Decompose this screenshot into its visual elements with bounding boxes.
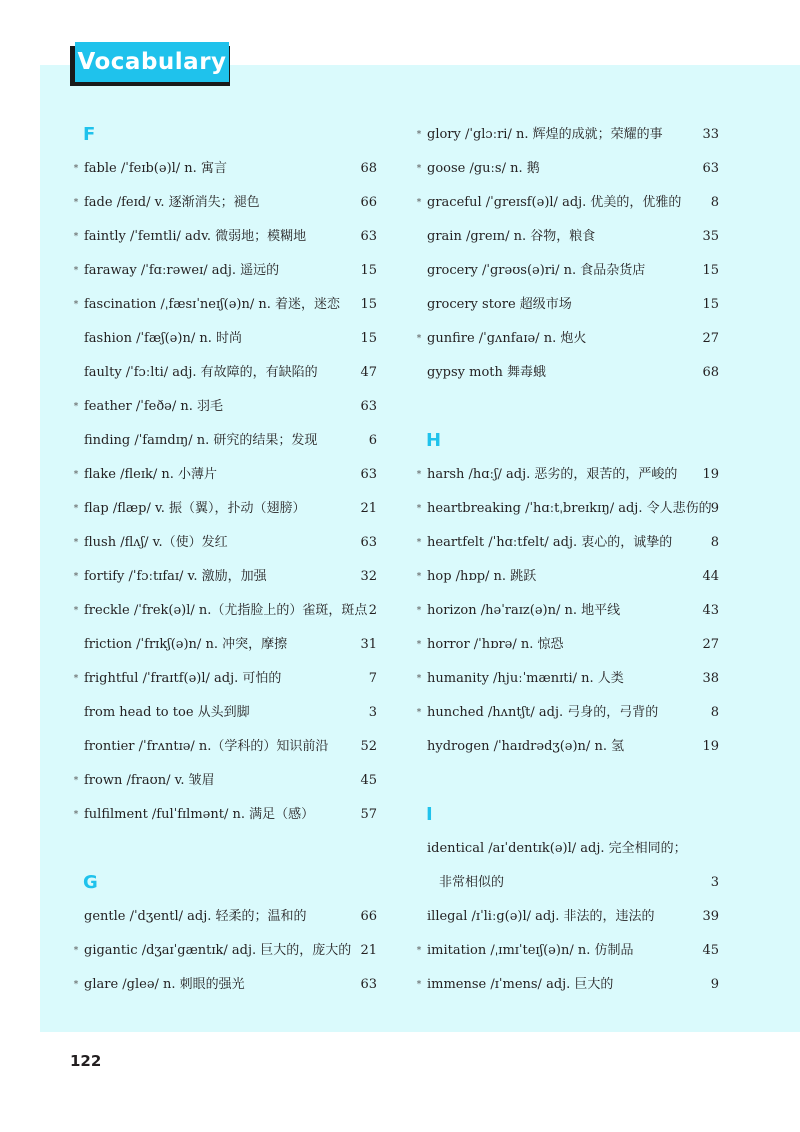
- entry-page: 2: [368, 603, 377, 618]
- star-icon: *: [416, 538, 422, 548]
- entry-text: fascination /ˌfæsɪˈneɪʃ(ə)n/ n. 着迷，迷恋: [84, 297, 341, 312]
- entry-text: faraway /ˈfɑːrəweɪ/ adj. 遥远的: [84, 263, 280, 278]
- left-column: [70, 118, 377, 1002]
- entry-page: 8: [710, 195, 719, 210]
- vocab-entry: [413, 254, 719, 288]
- entry-text: frontier /ˈfrʌntɪə/ n.（学科的）知识前沿: [84, 739, 329, 754]
- entry-text: flush /flʌʃ/ v.（使）发红: [84, 535, 228, 550]
- entry-text: heartfelt /ˈhɑːtfelt/ adj. 衷心的，诚挚的: [427, 535, 673, 550]
- entry-page: 68: [360, 161, 377, 176]
- entry-page: 57: [360, 807, 377, 822]
- entry-text: horizon /həˈraɪz(ə)n/ n. 地平线: [427, 603, 621, 618]
- entry-text: 非常相似的: [439, 875, 505, 890]
- entry-text: harsh /hɑːʃ/ adj. 恶劣的，艰苦的，严峻的: [427, 467, 678, 482]
- star-icon: *: [416, 606, 422, 616]
- vocab-entry: [413, 186, 719, 220]
- vocab-entry: [70, 696, 377, 730]
- entry-page: 63: [360, 467, 377, 482]
- entry-text: frightful /ˈfraɪtf(ə)l/ adj. 可怕的: [84, 671, 282, 686]
- star-icon: *: [416, 164, 422, 174]
- vocab-entry: [70, 254, 377, 288]
- entry-page: 21: [360, 501, 377, 516]
- star-icon: *: [73, 402, 79, 412]
- vocab-entry: [413, 526, 719, 560]
- vocab-entry: [70, 220, 377, 254]
- entry-page: 45: [360, 773, 377, 788]
- star-icon: *: [73, 980, 79, 990]
- vocab-entry: [413, 322, 719, 356]
- entry-text: glare /gleə/ n. 刺眼的强光: [84, 977, 245, 992]
- entry-page: 15: [702, 297, 719, 312]
- vocab-entry: [70, 662, 377, 696]
- entry-page: 68: [702, 365, 719, 380]
- vocab-entry: [413, 458, 719, 492]
- entry-page: 21: [360, 943, 377, 958]
- entry-text: glory /ˈglɔːri/ n. 辉煌的成就；荣耀的事: [427, 127, 663, 142]
- vocab-entry: [413, 356, 719, 390]
- vocab-entry: [70, 424, 377, 458]
- entry-text: faulty /ˈfɔːlti/ adj. 有故障的，有缺陷的: [84, 365, 318, 380]
- vocab-entry: [70, 968, 377, 1002]
- entry-text: hydrogen /ˈhaɪdrədʒ(ə)n/ n. 氢: [427, 739, 625, 754]
- vocab-entry: [70, 390, 377, 424]
- star-icon: *: [73, 572, 79, 582]
- entry-text: fortify /ˈfɔːtɪfaɪ/ v. 激励，加强: [84, 569, 267, 584]
- entry-page: 63: [360, 229, 377, 244]
- entry-page: 66: [360, 909, 377, 924]
- vocab-entry: [70, 798, 377, 832]
- entry-text: gentle /ˈdʒentl/ adj. 轻柔的；温和的: [84, 909, 307, 924]
- entry-page: 47: [360, 365, 377, 380]
- vocab-entry: [413, 288, 719, 322]
- entry-page: 19: [702, 739, 719, 754]
- entry-page: 38: [702, 671, 719, 686]
- right-column: [413, 118, 719, 1002]
- entry-page: 66: [360, 195, 377, 210]
- vocab-entry: [413, 832, 719, 866]
- vocab-entry: [413, 492, 719, 526]
- star-icon: *: [73, 164, 79, 174]
- entry-text: flap /flæp/ v. 振（翼），扑动（翅膀）: [84, 501, 306, 516]
- vocab-entry: [70, 152, 377, 186]
- star-icon: *: [416, 504, 422, 514]
- vocab-entry: [413, 152, 719, 186]
- entry-page: 3: [710, 875, 719, 890]
- vocab-entry: [70, 900, 377, 934]
- section-letter: I: [426, 804, 433, 825]
- entry-text: grain /greɪn/ n. 谷物，粮食: [427, 229, 596, 244]
- star-icon: *: [416, 980, 422, 990]
- entry-page: 27: [702, 637, 719, 652]
- entry-text: finding /ˈfaɪndɪŋ/ n. 研究的结果；发现: [84, 433, 318, 448]
- entry-text: from head to toe 从头到脚: [84, 705, 250, 720]
- star-icon: *: [416, 198, 422, 208]
- entry-text: grocery store 超级市场: [427, 297, 572, 312]
- entry-page: 8: [710, 705, 719, 720]
- entry-page: 7: [368, 671, 377, 686]
- entry-text: humanity /hjuːˈmænɪti/ n. 人类: [427, 671, 624, 686]
- star-icon: *: [73, 300, 79, 310]
- entry-text: horror /ˈhɒrə/ n. 惊恐: [427, 637, 564, 652]
- entry-text: fable /ˈfeɪb(ə)l/ n. 寓言: [84, 161, 227, 176]
- entry-page: 35: [702, 229, 719, 244]
- entry-page: 3: [368, 705, 377, 720]
- entry-text: freckle /ˈfrek(ə)l/ n.（尤指脸上的）雀斑，斑点: [84, 603, 368, 618]
- star-icon: *: [416, 640, 422, 650]
- vocab-entry: [70, 764, 377, 798]
- star-icon: *: [73, 810, 79, 820]
- vocab-entry: [413, 866, 719, 900]
- entry-page: 15: [360, 297, 377, 312]
- vocab-entry: [70, 322, 377, 356]
- vocab-entry: [413, 118, 719, 152]
- entry-page: 52: [360, 739, 377, 754]
- vocab-entry: [70, 186, 377, 220]
- entry-text: flake /fleɪk/ n. 小薄片: [84, 467, 218, 482]
- entry-page: 19: [702, 467, 719, 482]
- vocab-entry: [70, 288, 377, 322]
- entry-text: fulfilment /fulˈfɪlmənt/ n. 满足（感）: [84, 807, 315, 822]
- vocab-entry: [70, 628, 377, 662]
- vocab-entry: [413, 594, 719, 628]
- entry-text: faintly /ˈfeɪntli/ adv. 微弱地；模糊地: [84, 229, 307, 244]
- star-icon: *: [73, 674, 79, 684]
- entry-page: 43: [702, 603, 719, 618]
- entry-page: 15: [360, 263, 377, 278]
- star-icon: *: [416, 334, 422, 344]
- vocab-entry: [70, 526, 377, 560]
- vocab-entry: [70, 730, 377, 764]
- entry-text: heartbreaking /ˈhɑːtˌbreɪkɪŋ/ adj. 令人悲伤的: [427, 501, 712, 516]
- page-title: Vocabulary: [75, 42, 229, 82]
- entry-text: gigantic /dʒaɪˈgæntɪk/ adj. 巨大的，庞大的: [84, 943, 352, 958]
- page-number: 122: [70, 1052, 102, 1070]
- star-icon: *: [73, 946, 79, 956]
- entry-page: 63: [360, 535, 377, 550]
- section-gap: [70, 832, 377, 866]
- star-icon: *: [416, 572, 422, 582]
- star-icon: *: [416, 946, 422, 956]
- entry-page: 63: [360, 977, 377, 992]
- star-icon: *: [73, 606, 79, 616]
- entry-text: feather /ˈfeðə/ n. 羽毛: [84, 399, 224, 414]
- section-gap: [413, 390, 719, 424]
- section-letter: H: [426, 430, 442, 451]
- section-letter: F: [83, 124, 96, 145]
- entry-text: grocery /ˈgrəʊs(ə)ri/ n. 食品杂货店: [427, 263, 646, 278]
- entry-text: goose /guːs/ n. 鹅: [427, 161, 540, 176]
- star-icon: *: [416, 470, 422, 480]
- entry-page: 27: [702, 331, 719, 346]
- vocab-entry: [413, 662, 719, 696]
- entry-text: illegal /ɪˈliːg(ə)l/ adj. 非法的，违法的: [427, 909, 655, 924]
- entry-text: frown /fraʊn/ v. 皱眉: [84, 773, 215, 788]
- vocab-entry: [70, 594, 377, 628]
- entry-text: imitation /ˌɪmɪˈteɪʃ(ə)n/ n. 仿制品: [427, 943, 634, 958]
- entry-text: hunched /hʌntʃt/ adj. 弓身的，弓背的: [427, 705, 659, 720]
- star-icon: *: [416, 674, 422, 684]
- entry-page: 33: [702, 127, 719, 142]
- entry-page: 39: [702, 909, 719, 924]
- entry-page: 8: [710, 535, 719, 550]
- entry-page: 9: [710, 501, 719, 516]
- entry-text: friction /ˈfrɪkʃ(ə)n/ n. 冲突，摩擦: [84, 637, 288, 652]
- entry-text: fashion /ˈfæʃ(ə)n/ n. 时尚: [84, 331, 242, 346]
- entry-text: graceful /ˈgreɪsf(ə)l/ adj. 优美的，优雅的: [427, 195, 682, 210]
- entry-page: 32: [360, 569, 377, 584]
- entry-page: 44: [702, 569, 719, 584]
- section-gap: [413, 764, 719, 798]
- entry-page: 31: [360, 637, 377, 652]
- vocab-entry: [413, 628, 719, 662]
- vocab-entry: [413, 696, 719, 730]
- vocab-entry: [413, 968, 719, 1002]
- vocab-entry: [70, 458, 377, 492]
- star-icon: *: [73, 504, 79, 514]
- vocab-entry: [70, 934, 377, 968]
- section-letter: G: [83, 872, 98, 893]
- entry-text: identical /aɪˈdentɪk(ə)l/ adj. 完全相同的；: [427, 841, 687, 856]
- vocab-entry: [413, 900, 719, 934]
- entry-text: immense /ɪˈmens/ adj. 巨大的: [427, 977, 614, 992]
- star-icon: *: [73, 198, 79, 208]
- vocab-entry: [70, 492, 377, 526]
- entry-page: 9: [710, 977, 719, 992]
- entry-page: 15: [360, 331, 377, 346]
- vocab-entry: [413, 560, 719, 594]
- star-icon: *: [73, 538, 79, 548]
- vocab-entry: [70, 356, 377, 390]
- entry-text: gunfire /ˈgʌnfaɪə/ n. 炮火: [427, 331, 587, 346]
- entry-text: fade /feɪd/ v. 逐渐消失；褪色: [84, 195, 260, 210]
- star-icon: *: [416, 130, 422, 140]
- entry-page: 6: [368, 433, 377, 448]
- entry-page: 15: [702, 263, 719, 278]
- star-icon: *: [73, 266, 79, 276]
- star-icon: *: [416, 708, 422, 718]
- star-icon: *: [73, 470, 79, 480]
- star-icon: *: [73, 232, 79, 242]
- entry-text: hop /hɒp/ n. 跳跃: [427, 569, 537, 584]
- star-icon: *: [73, 776, 79, 786]
- entry-text: gypsy moth 舞毒蛾: [427, 365, 547, 380]
- vocab-entry: [413, 730, 719, 764]
- vocab-entry: [413, 934, 719, 968]
- vocab-entry: [70, 560, 377, 594]
- entry-page: 63: [702, 161, 719, 176]
- vocab-entry: [413, 220, 719, 254]
- entry-page: 45: [702, 943, 719, 958]
- entry-page: 63: [360, 399, 377, 414]
